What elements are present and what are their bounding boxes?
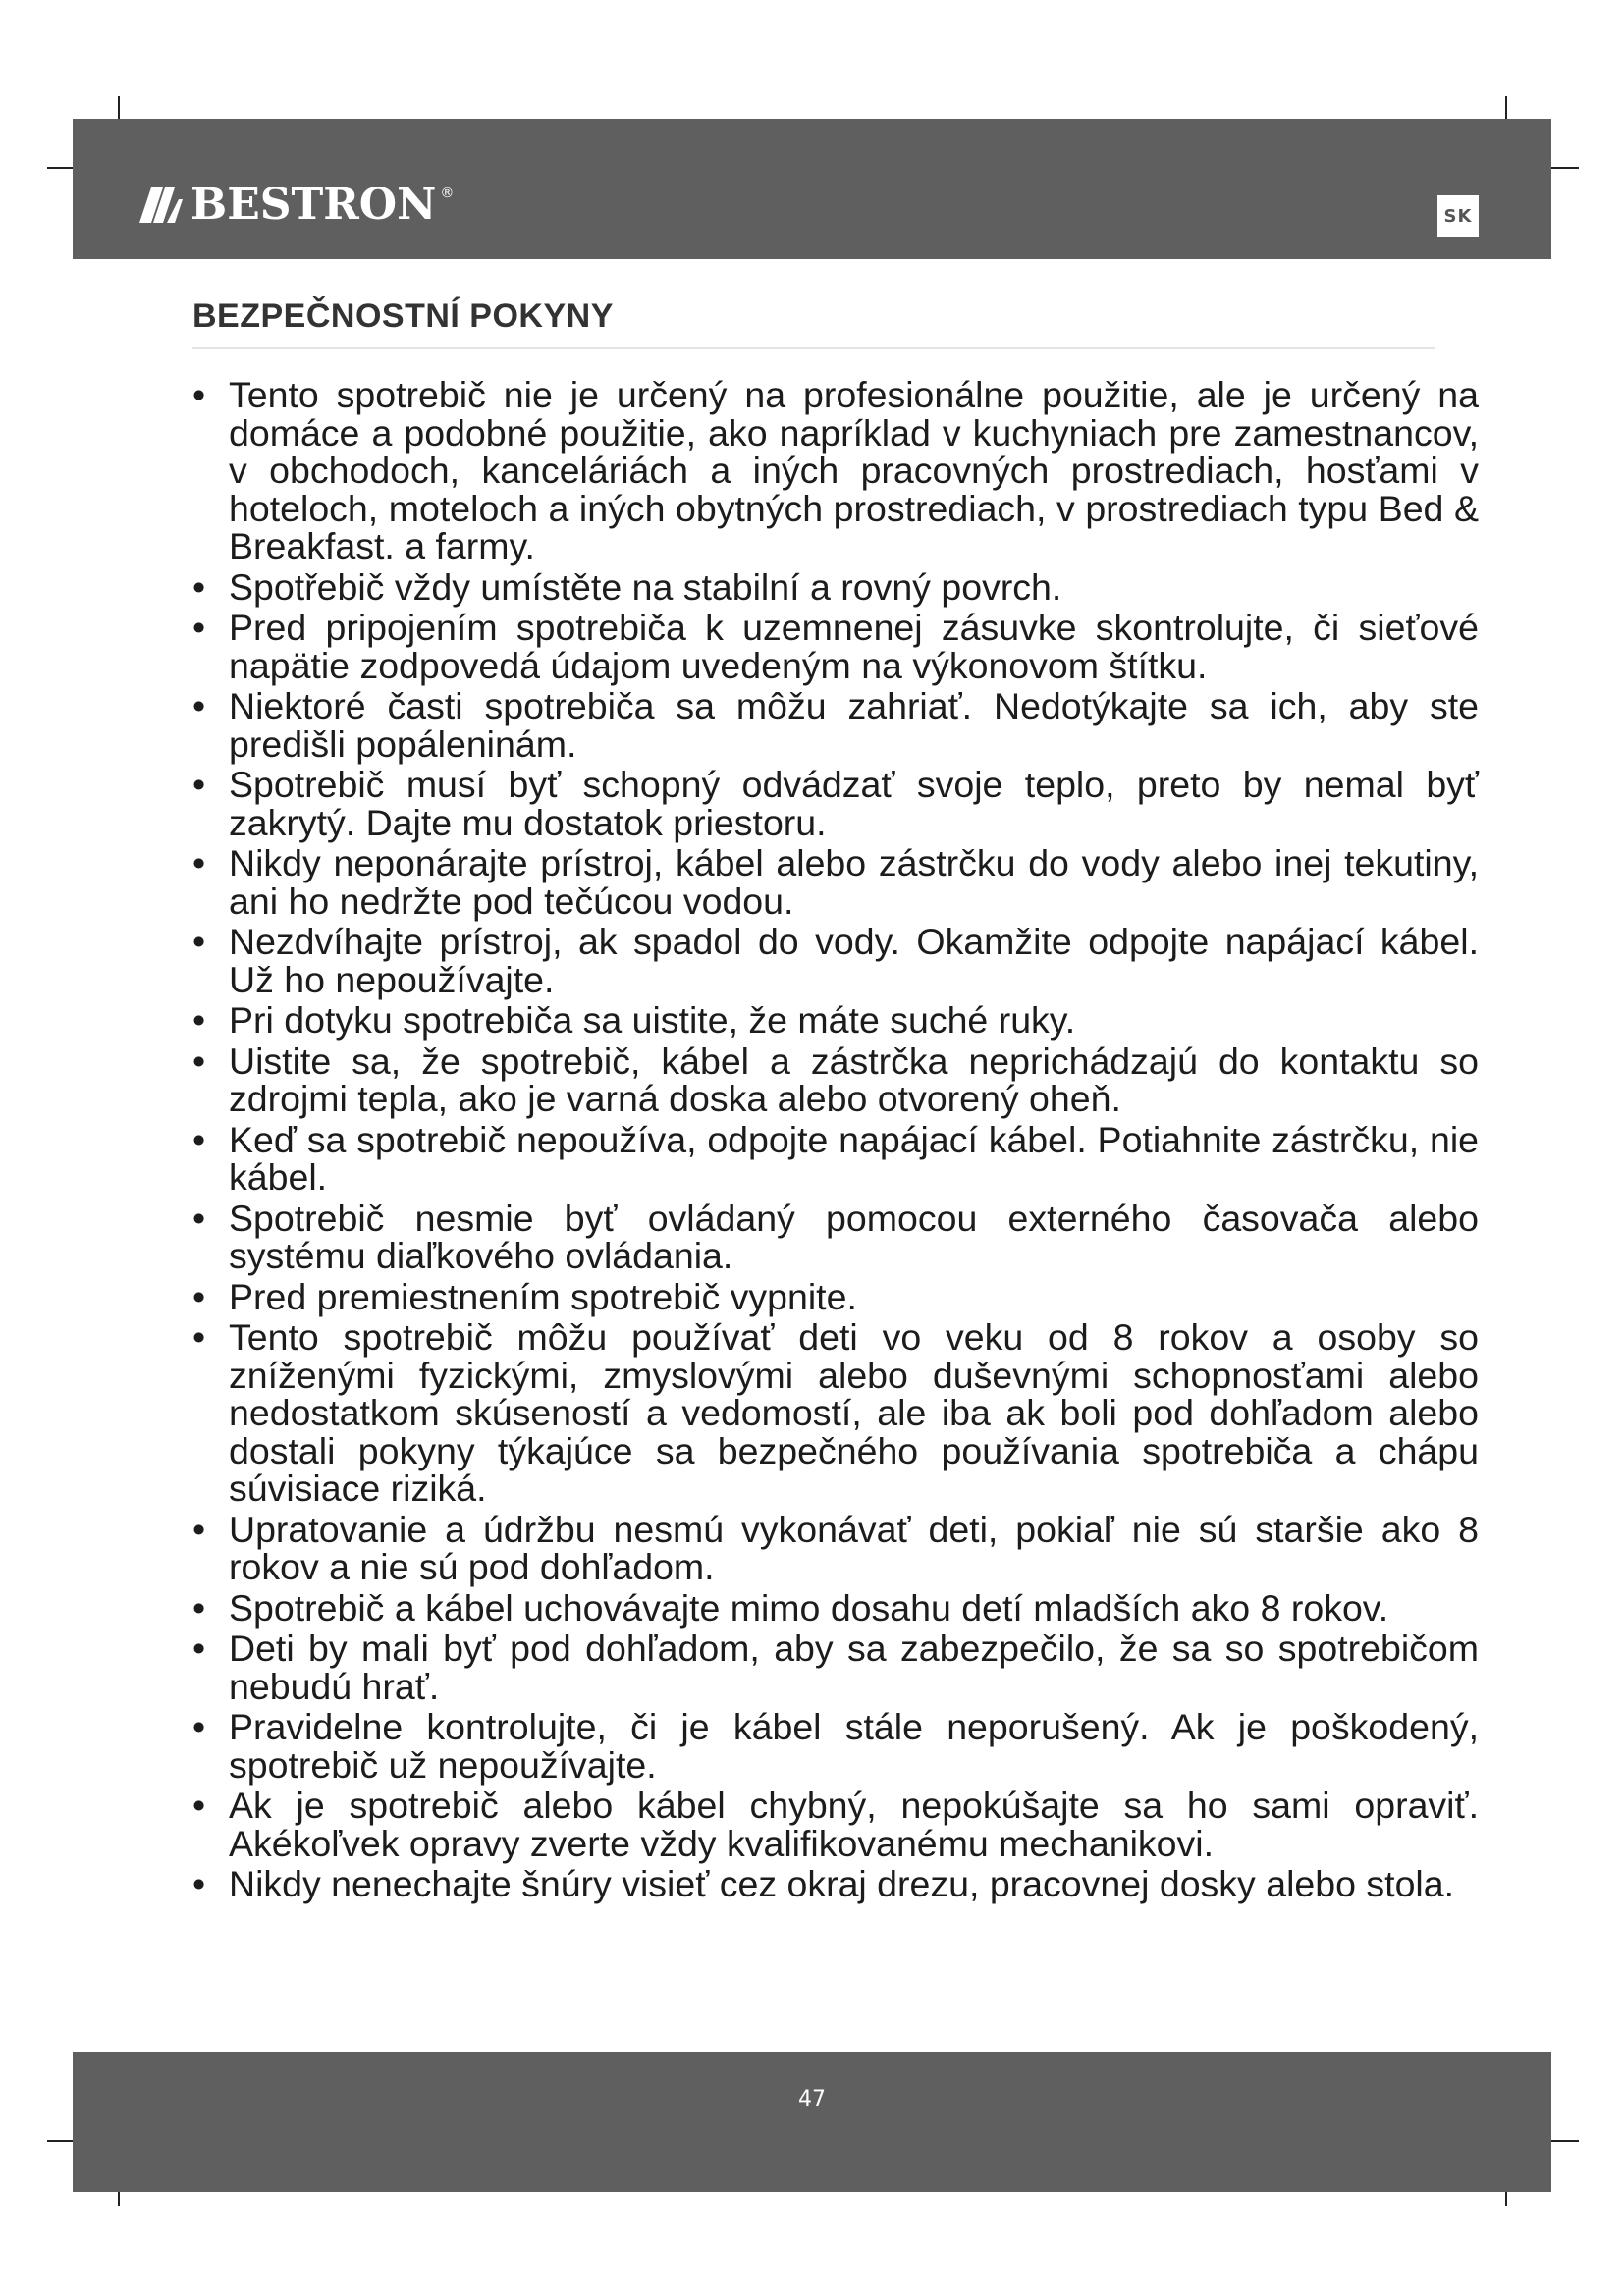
list-item-text: Upratovanie a údržbu nesmú vykonávať deti, pokiaľ nie sú staršie ako 8 rokov a nie sú pod dohľadom.	[229, 1508, 1479, 1587]
bullet-icon: •	[192, 1863, 206, 1904]
header-band	[73, 119, 1551, 259]
bullet-icon: •	[192, 1586, 206, 1629]
bullet-icon: •	[192, 607, 206, 648]
registered-mark: ®	[440, 186, 455, 201]
list-item	[192, 1197, 1479, 1276]
list-item	[192, 1001, 1479, 1040]
list-item	[192, 376, 1479, 565]
bullet-icon: •	[192, 1118, 206, 1160]
bullet-icon: •	[192, 685, 206, 726]
list-item-text: Nikdy neponárajte prístroj, kábel alebo zástrčku do vody alebo inej tekutiny, ani ho nedržte pod tečúcou vodou.	[229, 842, 1479, 922]
brand-name: BESTRON	[190, 180, 437, 230]
list-item	[192, 1708, 1479, 1784]
page-number: 47	[798, 2087, 826, 2111]
list-item	[192, 923, 1479, 998]
bullet-icon: •	[192, 764, 206, 805]
list-item-text: Uistite sa, že spotrebič, kábel a zástrčka neprichádzajú do kontaktu so zdrojmi tepla, ako je varná doska alebo otvorený oheň.	[229, 1040, 1479, 1119]
footer-band	[73, 2052, 1551, 2192]
list-item-text: Spotrebič a kábel uchovávajte mimo dosahu detí mladších ako 8 rokov.	[229, 1586, 1389, 1629]
list-item	[192, 609, 1479, 684]
list-item-text: Tento spotrebič nie je určený na profesionálne použitie, ale je určený na domáce a podobné použitie, ako napríklad v kuchyniach pre zamestnancov, v obchodoch, kanceláriách a iných pracovných prostrediach, hosťami v hoteloch, moteloch a iných obytných prostrediach, v prostrediach typu Bed & Breakfast. a farmy.	[229, 374, 1479, 566]
bullet-icon: •	[192, 1785, 206, 1826]
language-badge: SK	[1437, 195, 1479, 237]
heading-divider	[192, 347, 1435, 349]
bestron-logo	[137, 180, 455, 230]
bullet-icon: •	[192, 1706, 206, 1747]
list-item-text: Nikdy nenechajte šnúry visieť cez okraj drezu, pracovnej dosky alebo stola.	[229, 1863, 1455, 1904]
list-item-text: Ak je spotrebič alebo kábel chybný, nepokúšajte sa ho sami opraviť. Akékoľvek opravy zverte vždy kvalifikovanému mechanikovi.	[229, 1785, 1479, 1864]
bullet-icon: •	[192, 1628, 206, 1669]
bullet-icon: •	[192, 1316, 206, 1358]
list-item-text: Pred premiestnením spotrebič vypnite.	[229, 1275, 857, 1317]
bullet-icon: •	[192, 999, 206, 1041]
list-item-text: Nezdvíhajte prístroj, ak spadol do vody. Okamžite odpojte napájací kábel. Už ho nepoužívajte.	[229, 921, 1479, 1000]
chevrons-icon	[137, 186, 183, 225]
list-item	[192, 1508, 1479, 1587]
list-item	[192, 1787, 1479, 1862]
list-item-text: Pred pripojením spotrebiča k uzemnenej zásuvke skontrolujte, či sieťové napätie zodpovedá údajom uvedeným na výkonovom štítku.	[229, 607, 1479, 686]
list-item	[192, 1042, 1479, 1118]
list-item	[192, 844, 1479, 920]
list-item	[192, 565, 1479, 608]
bullet-icon: •	[192, 1275, 206, 1317]
bullet-icon: •	[192, 1508, 206, 1550]
list-item	[192, 1629, 1479, 1705]
list-item	[192, 1275, 1479, 1317]
list-item-text: Niektoré časti spotrebiča sa môžu zahriať. Nedotýkajte sa ich, aby ste predišli popáleninám.	[229, 685, 1479, 765]
list-item-text: Deti by mali byť pod dohľadom, aby sa zabezpečilo, že sa so spotrebičom nebudú hrať.	[229, 1628, 1479, 1707]
safety-instructions-list	[192, 376, 1479, 1906]
list-item	[192, 687, 1479, 763]
list-item	[192, 1865, 1479, 1903]
list-item-text: Tento spotrebič môžu používať deti vo veku od 8 rokov a osoby so zníženými fyzickými, zmyslovými alebo duševnými schopnosťami alebo nedostatkom skúseností a vedomostí, ale iba ak boli pod dohľadom alebo dostali pokyny týkajúce sa bezpečného používania spotrebiča a chápu súvisiace riziká.	[229, 1316, 1479, 1509]
list-item-text: Spotrebič nesmie byť ovládaný pomocou externého časovača alebo systému diaľkového ovládania.	[229, 1197, 1479, 1276]
bullet-icon: •	[192, 842, 206, 883]
list-item-text: Spotrebič musí byť schopný odvádzať svoje teplo, preto by nemal byť zakrytý. Dajte mu dostatok priestoru.	[229, 764, 1479, 843]
list-item-text: Pravidelne kontrolujte, či je kábel stále neporušený. Ak je poškodený, spotrebič už nepoužívajte.	[229, 1706, 1479, 1786]
bullet-icon: •	[192, 374, 206, 415]
list-item	[192, 766, 1479, 841]
list-item	[192, 1118, 1479, 1198]
bullet-icon: •	[192, 921, 206, 962]
list-item-text: Keď sa spotrebič nepoužíva, odpojte napájací kábel. Potiahnite zástrčku, nie kábel.	[229, 1118, 1479, 1198]
page-title: BEZPEČNOSTNÍ POKYNY	[192, 297, 614, 335]
bullet-icon: •	[192, 1040, 206, 1082]
bullet-icon: •	[192, 1197, 206, 1239]
list-item-text: Pri dotyku spotrebiča sa uistite, že máte suché ruky.	[229, 999, 1076, 1041]
list-item	[192, 1318, 1479, 1508]
list-item	[192, 1586, 1479, 1629]
bullet-icon: •	[192, 565, 206, 608]
list-item-text: Spotřebič vždy umístěte na stabilní a rovný povrch.	[229, 565, 1062, 608]
